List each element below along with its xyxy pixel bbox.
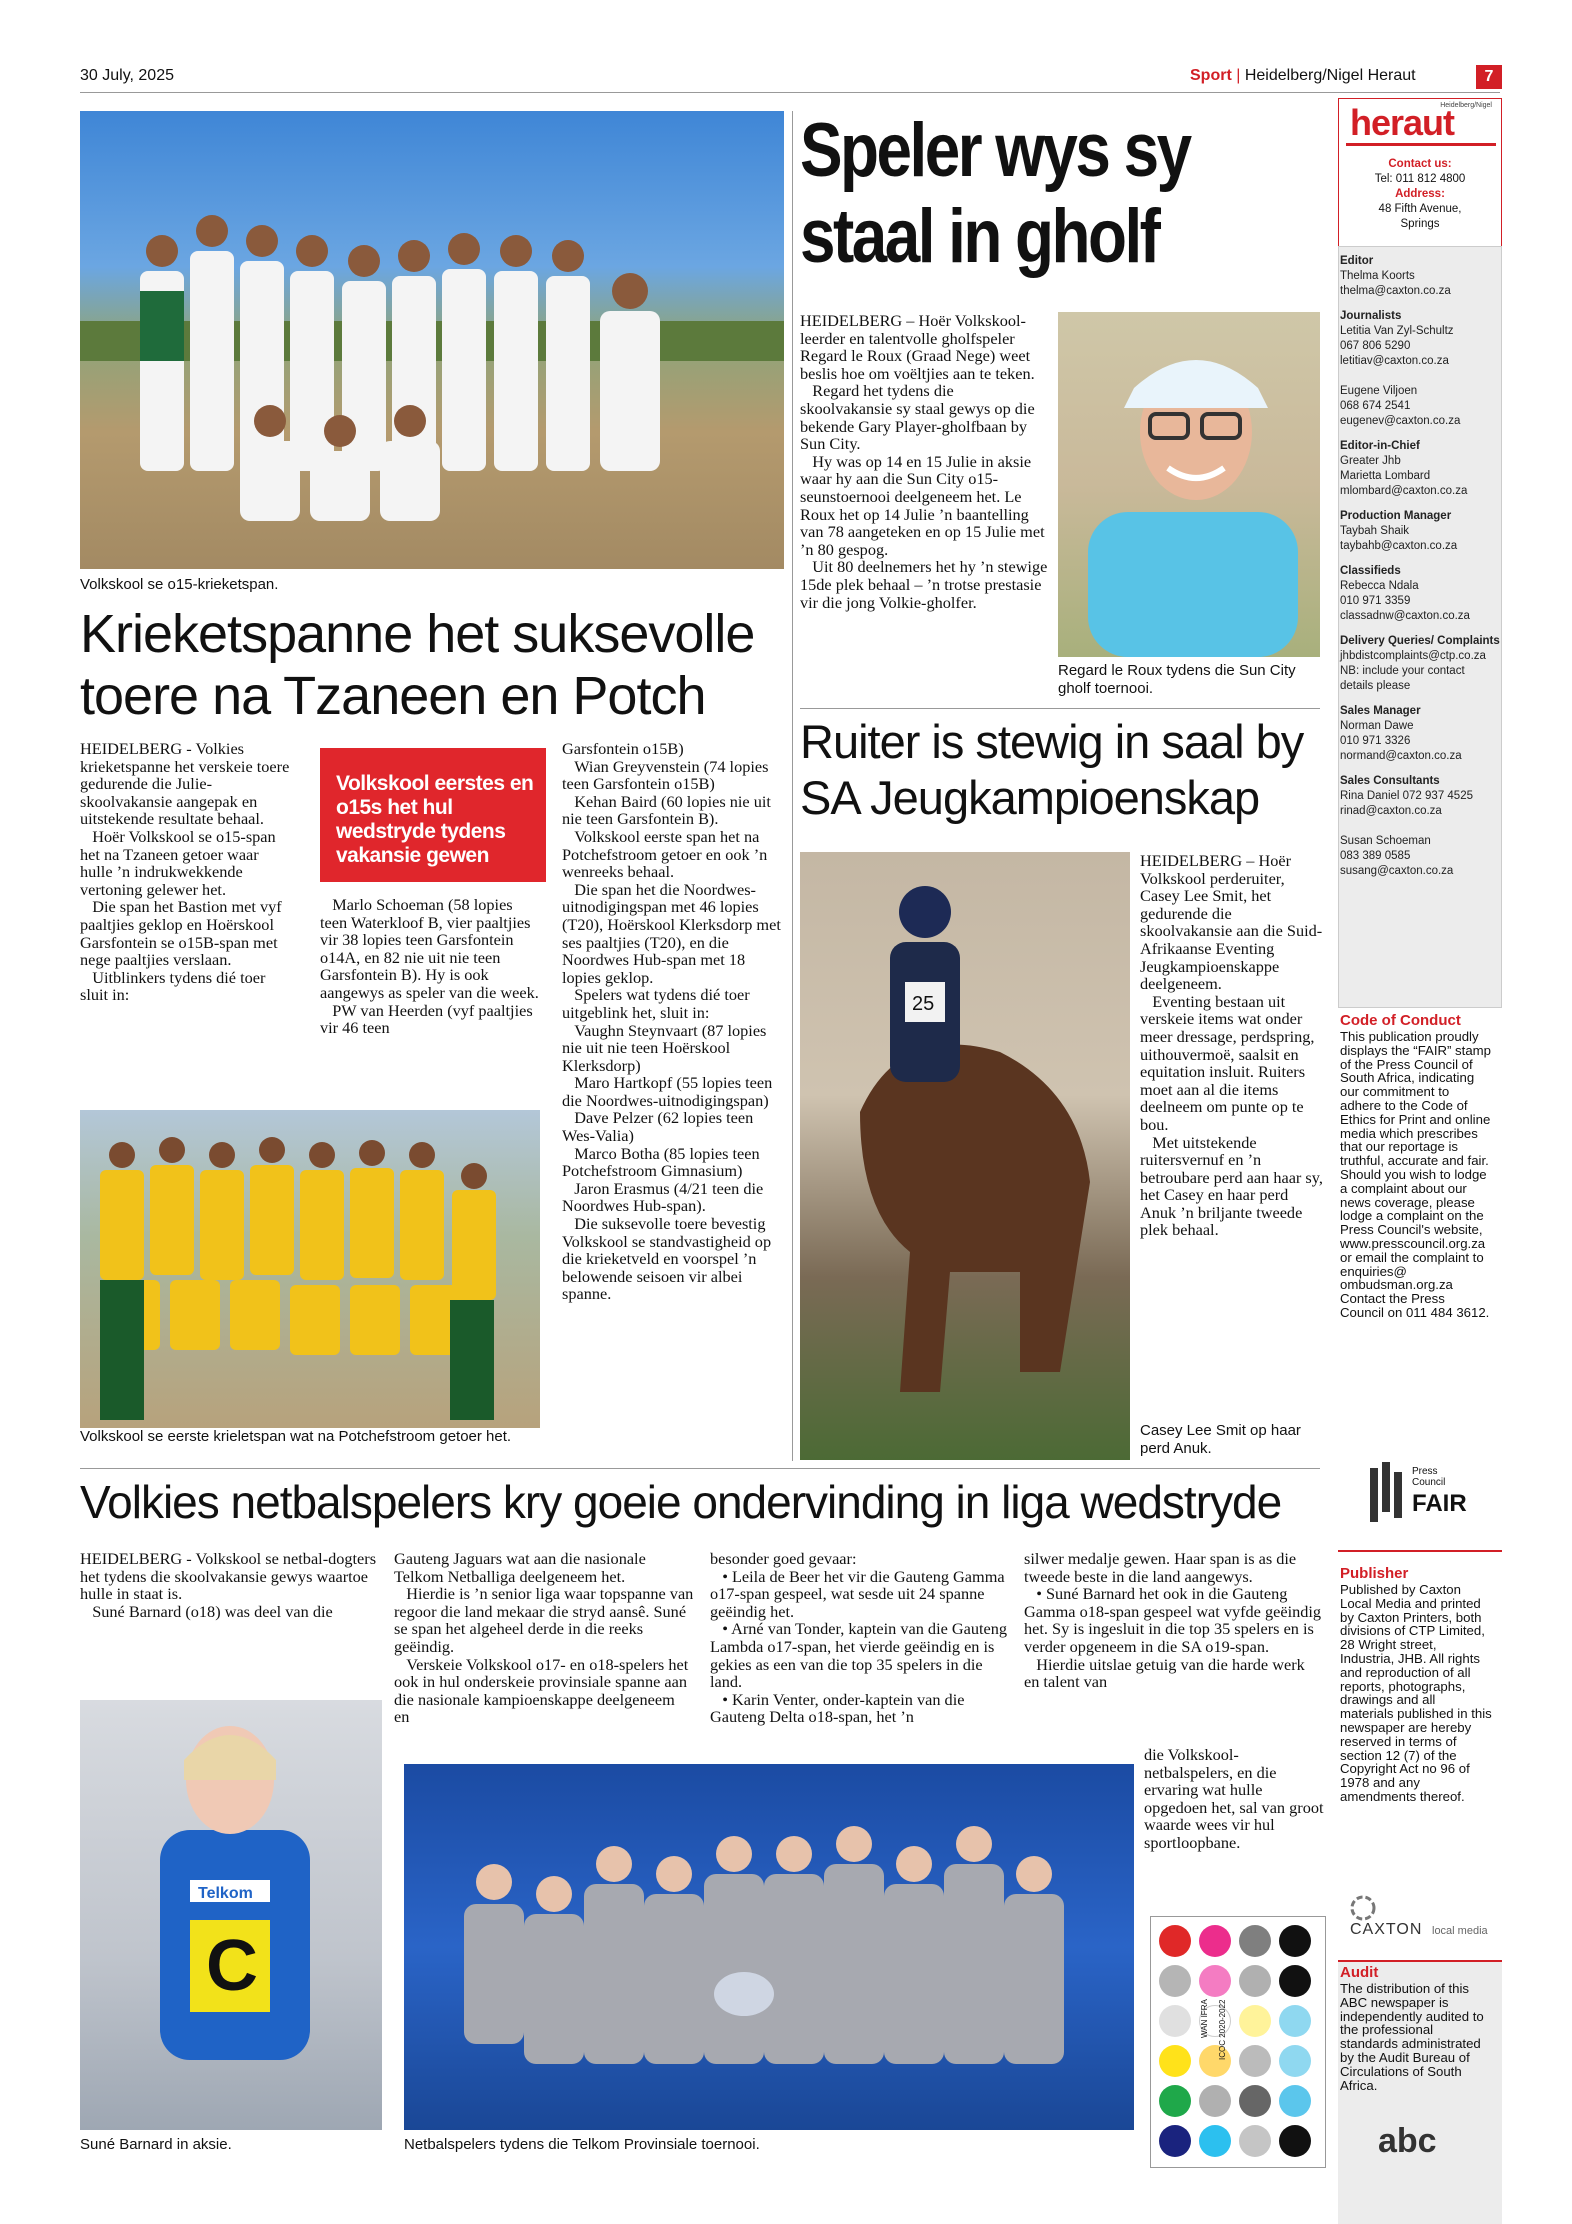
cricket-first-team-photo bbox=[80, 1110, 540, 1428]
staff-block bbox=[1340, 634, 1500, 694]
netball-col1: HEIDELBERG - Volkskool se netbal-dogters het tydens die skoolvakansie gewys waartoe hulle in staat is. Suné Barnard (o18) was deel van die bbox=[80, 1549, 377, 1621]
audit-text: The distribution of this ABC newspaper is independently audited to the professional standards administrated by the Audit Bureau of Circulations of South Africa. bbox=[1340, 1981, 1484, 2093]
cricket-col1: HEIDELBERG - Volkies krieketspanne het verskeie toere gedurende die Julie-skoolvakansie aangepak en uitstekende resultate behaal. Hoër Volkskool se o15-span het na Tzaneen getoer waar hulle ’n indrukwekkende vertoning gelewer het. Die span het Bastion met vyf paaltjies geklop en Hoërskool Garsfontein se o15B-span met nege paaltjies verslaan. Uitblinkers tydens dié toer sluit in: bbox=[80, 739, 290, 1005]
player-sponsor-text: Telkom bbox=[198, 1885, 253, 1902]
color-swatch bbox=[1159, 2085, 1191, 2117]
color-swatch bbox=[1159, 1925, 1191, 1957]
sidebar-divider-red bbox=[1338, 1550, 1502, 1552]
staff-line: Taybah Shaik bbox=[1340, 525, 1410, 537]
address-line-2: Springs bbox=[1400, 218, 1440, 230]
contact-label: Contact us: bbox=[1388, 158, 1452, 170]
netball-player-photo bbox=[80, 1700, 382, 2130]
color-swatch bbox=[1279, 2045, 1311, 2077]
color-swatch bbox=[1279, 1925, 1311, 1957]
netball-headline: Volkies netbalspelers kry goeie ondervinding in liga wedstryde bbox=[80, 1476, 1282, 1528]
audit-block bbox=[1340, 1964, 1502, 2092]
address-line-1: 48 Fifth Avenue, bbox=[1378, 203, 1462, 215]
golf-divider bbox=[800, 708, 1320, 709]
staff-role: Journalists bbox=[1340, 310, 1402, 322]
netball-col4a: silwer medalje gewen. Haar span is as die tweede beste in die land aangewys. • Suné Barnard het ook in die Gauteng Gamma o18-span gespeel wat vyfde geëindig het. Sy is ingesluit in die top 35 spelers en is verder opgeneem in die SA o19-span. Hierdie uitslae getuig van die harde werk en talent van bbox=[1024, 1549, 1322, 1692]
staff-line: 083 389 0585 bbox=[1340, 850, 1411, 862]
staff-line: Marietta Lombard bbox=[1340, 470, 1431, 482]
caxton-sub-label: local media bbox=[1432, 1925, 1488, 1937]
staff-line: jhbdistcomplaints@ctp.co.za bbox=[1340, 650, 1486, 662]
code-of-conduct bbox=[1340, 1012, 1502, 1320]
player-bib-letter: C bbox=[206, 1926, 258, 2006]
staff-line: 068 674 2541 bbox=[1340, 400, 1411, 412]
golfer-illustration bbox=[1058, 312, 1320, 657]
cricket-headline: Krieketspanne het suksevolle toere na Tzaneen en Potch bbox=[80, 604, 755, 726]
cricket-col2: Marlo Schoeman (58 lopies teen Waterkloof B, vier paaltjies vir 38 lopies teen Garsfontein o14A, en 82 nie uit nie teen Garsfontein B). Hy is ook aangewys as speler van die week. PW van Heerden (vyf paaltjies vir 46 teen bbox=[320, 895, 539, 1038]
color-swatch bbox=[1159, 2045, 1191, 2077]
section-separator: | bbox=[1236, 67, 1241, 84]
press-council-fair-logo bbox=[1368, 1462, 1478, 1528]
publisher-block bbox=[1340, 1565, 1502, 1804]
color-swatch bbox=[1199, 2125, 1231, 2157]
color-swatch bbox=[1239, 2005, 1271, 2037]
abc-logo: abc bbox=[1378, 2122, 1437, 2160]
color-swatch bbox=[1239, 2085, 1271, 2117]
publisher-title: Publisher bbox=[1340, 1565, 1409, 1582]
color-swatch bbox=[1199, 2085, 1231, 2117]
print-color-bar bbox=[1150, 1916, 1326, 2168]
staff-line: Eugene Viljoen bbox=[1340, 385, 1418, 397]
caxton-label: CAXTON bbox=[1350, 1921, 1423, 1938]
staff-line: letitiav@caxton.co.za bbox=[1340, 355, 1449, 367]
staff-line: Rina Daniel 072 937 4525 bbox=[1340, 790, 1473, 802]
staff-line: taybahb@caxton.co.za bbox=[1340, 540, 1458, 552]
caxton-emblem-icon bbox=[1350, 1895, 1376, 1921]
color-swatch bbox=[1159, 2125, 1191, 2157]
color-swatch bbox=[1239, 1965, 1271, 1997]
caxton-logo bbox=[1350, 1895, 1500, 1939]
cricket-o15-team-photo bbox=[80, 111, 784, 569]
netball-top-rule bbox=[80, 1468, 1320, 1469]
publisher-text: Published by Caxton Local Media and printed by Caxton Printers, both divisions of CTP Limited, 28 Wright street, Industria, JHB. All rights and reproduction of all reports, photographs, drawings and all materials published in this newspaper are hereby reserved in terms of section 12 (7) of the Copyright Act no 96 of 1978 and any amendments thereof. bbox=[1340, 1582, 1492, 1804]
color-swatch bbox=[1239, 1925, 1271, 1957]
equestrian-photo bbox=[800, 852, 1130, 1460]
staff-block bbox=[1340, 509, 1500, 554]
masthead-small: Heidelberg/Nigel bbox=[1440, 102, 1492, 109]
staff-role: Production Manager bbox=[1340, 510, 1452, 522]
color-swatch bbox=[1159, 2005, 1191, 2037]
color-swatch bbox=[1199, 1925, 1231, 1957]
svg-text:25: 25 bbox=[912, 993, 935, 1015]
staff-line: Letitia Van Zyl-Schultz bbox=[1340, 325, 1454, 337]
netball-caption1: Suné Barnard in aksie. bbox=[80, 2136, 232, 2153]
staff-line: 010 971 3359 bbox=[1340, 595, 1411, 607]
netball-caption2: Netbalspelers tydens die Telkom Provinsiale toernooi. bbox=[404, 2136, 760, 2153]
staff-block bbox=[1340, 309, 1500, 429]
staff-line bbox=[1340, 819, 1500, 834]
horse-rider-illustration bbox=[800, 852, 1130, 1460]
staff-line: thelma@caxton.co.za bbox=[1340, 285, 1451, 297]
equestrian-caption: Casey Lee Smit op haar perd Anuk. bbox=[1140, 1422, 1301, 1457]
press-council-label: Press Council bbox=[1412, 1466, 1446, 1488]
page-number: 7 bbox=[1476, 65, 1502, 89]
issue-date: 30 July, 2025 bbox=[80, 67, 174, 84]
equestrian-headline: Ruiter is stewig in saal by SA Jeugkampioenskap bbox=[800, 715, 1304, 824]
staff-line: rinad@caxton.co.za bbox=[1340, 805, 1442, 817]
staff-line: Susan Schoeman bbox=[1340, 835, 1431, 847]
netball-col4b: die Volkskool-netbalspelers, en die ervaring wat hulle opgedoen het, sal van groot waarde wees vir hul sportloopbane. bbox=[1144, 1745, 1328, 1852]
equestrian-text: HEIDELBERG – Hoër Volkskool perderuiter, Casey Lee Smit, het gedurende die skoolvakansie aan die Suid-Afrikaanse Eventing Jeugkampioenskappe deelgeneem. Eventing bestaan uit verskeie items wat onder meer dressage, perdspring, uithouvermoë, saalsit en equitation insluit. Ruiters moet aan al die items deelneem om punte op te bou. Met uitstekende ruitersvernuf en ’n betroubare perd aan haar sy, het Casey en haar perd Anuk ’n briljante tweede plek behaal. bbox=[1140, 851, 1323, 1240]
section-header bbox=[1190, 67, 1416, 85]
masthead-heraut: heraut bbox=[1350, 102, 1455, 143]
netball-player-illustration bbox=[80, 1700, 382, 2130]
staff-line: mlombard@caxton.co.za bbox=[1340, 485, 1468, 497]
staff-role: Classifieds bbox=[1340, 565, 1401, 577]
color-swatch bbox=[1239, 2045, 1271, 2077]
staff-line: Norman Dawe bbox=[1340, 720, 1414, 732]
staff-block bbox=[1340, 254, 1500, 299]
color-swatch bbox=[1159, 1965, 1191, 1997]
staff-line: susang@caxton.co.za bbox=[1340, 865, 1454, 877]
code-title: Code of Conduct bbox=[1340, 1012, 1461, 1029]
staff-block bbox=[1340, 564, 1500, 624]
audit-title: Audit bbox=[1340, 1964, 1379, 1981]
staff-line: 010 971 3326 bbox=[1340, 735, 1411, 747]
paper-name: Heidelberg/Nigel Heraut bbox=[1244, 67, 1416, 84]
staff-list bbox=[1340, 254, 1500, 889]
cricket-photo1-caption: Volkskool se o15-krieketspan. bbox=[80, 576, 279, 593]
staff-line: classadnw@caxton.co.za bbox=[1340, 610, 1470, 622]
golf-headline: Speler wys sy staal in gholf bbox=[800, 108, 1190, 279]
header-rule bbox=[80, 92, 1500, 93]
staff-block bbox=[1340, 774, 1500, 879]
cricket-photo2-caption: Volkskool se eerste krieletspan wat na Potchefstroom getoer het. bbox=[80, 1428, 512, 1445]
cricket-pullquote-box bbox=[320, 748, 546, 882]
section-label: Sport bbox=[1190, 67, 1232, 84]
color-swatch bbox=[1279, 2125, 1311, 2157]
staff-line: Thelma Koorts bbox=[1340, 270, 1415, 282]
contact-tel: Tel: 011 812 4800 bbox=[1374, 173, 1466, 185]
staff-role: Delivery Queries/ Complaints bbox=[1340, 635, 1500, 647]
golf-caption: Regard le Roux tydens die Sun City gholf toernooi. bbox=[1058, 662, 1296, 697]
colorbar-label: ICOC 2020-2022 bbox=[1218, 1999, 1227, 2060]
staff-role: Editor-in-Chief bbox=[1340, 440, 1420, 452]
colorbar-brand: WAN IFRA bbox=[1200, 1999, 1209, 2038]
netball-col2: Gauteng Jaguars wat aan die nasionale Telkom Netballiga deelgeneem het. Hierdie is ’n senior liga waar topspanne van regoor die land mekaar die stryd aansê. Suné se span het algeheel derde in die reeks geëindig. Verskeie Volkskool o17- en o18-spelers het ook in hul onderskeie provinsiale spanne aan die nasionale kampioenskappe deelgeneem en bbox=[394, 1549, 694, 1727]
netball-team-photo bbox=[404, 1764, 1134, 2130]
staff-block bbox=[1340, 439, 1500, 499]
column-divider-main bbox=[792, 111, 793, 1461]
staff-line: Rebecca Ndala bbox=[1340, 580, 1419, 592]
staff-line: NB: include your contact bbox=[1340, 665, 1465, 677]
cricket-team-illustration bbox=[80, 111, 784, 569]
masthead-logo bbox=[1346, 102, 1496, 146]
staff-line: Greater Jhb bbox=[1340, 455, 1401, 467]
golf-player-photo bbox=[1058, 312, 1320, 657]
staff-line bbox=[1340, 369, 1500, 384]
contact-block bbox=[1340, 157, 1500, 232]
cricket-first-team-illustration bbox=[80, 1110, 540, 1428]
color-swatch bbox=[1239, 2125, 1271, 2157]
staff-line: details please bbox=[1340, 680, 1411, 692]
color-swatch bbox=[1279, 2005, 1311, 2037]
staff-role: Sales Manager bbox=[1340, 705, 1421, 717]
netball-col3: besonder goed gevaar: • Leila de Beer het vir die Gauteng Gamma o17-span gespeel, wat sesde uit 24 spanne geëindig het. • Arné van Tonder, kaptein van die Gauteng Lambda o17-span, het vierde geëindig en is gekies as een van die top 35 spelers in die land. • Karin Venter, onder-kaptein van die Gauteng Delta o18-span, het ’n bbox=[710, 1549, 1008, 1727]
staff-block bbox=[1340, 704, 1500, 764]
staff-line: 067 806 5290 bbox=[1340, 340, 1411, 352]
color-swatch bbox=[1279, 1965, 1311, 1997]
staff-line: normand@caxton.co.za bbox=[1340, 750, 1462, 762]
netball-team-illustration bbox=[404, 1764, 1134, 2130]
press-council-emblem-icon bbox=[1368, 1462, 1408, 1524]
staff-role: Sales Consultants bbox=[1340, 775, 1440, 787]
fair-label: FAIR bbox=[1412, 1490, 1467, 1517]
code-text: This publication proudly displays the “FAIR” stamp of the Press Council of South Africa, indicating our commitment to adhere to the Code of Ethics for Print and online media which prescribes that our reportage is truthful, accurate and fair. Should you wish to lodge a complaint about our news coverage, please lodge a complaint on the Press Council's website, www.presscouncil.org.za or email the complaint to enquiries@ ombudsman.org.za Contact the Press Council on 011 484 3612. bbox=[1340, 1029, 1491, 1320]
golf-text: HEIDELBERG – Hoër Volkskool-leerder en talentvolle gholfspeler Regard le Roux (Graad Nege) weet beslis hoe om voëltjies aan te teken. Regard het tydens die skoolvakansie sy staal gewys op die bekende Gary Player-gholfbaan by Sun City. Hy was op 14 en 15 Julie in aksie waar hy aan die Sun City o15-seunstoernooi deelgeneem het. Le Roux het op 14 Julie ’n baantelling van 78 aangeteken en op 15 Julie met ’n 80 gespog. Uit 80 deelnemers het hy ’n stewige 15de plek behaal – ’n trotse prestasie vir die jong Volkie-gholfer. bbox=[800, 311, 1048, 612]
cricket-col3: Garsfontein o15B) Wian Greyvenstein (74 lopies teen Garsfontein o15B) Kehan Baird (60 lopies nie uit nie teen Garsfontein B). Volkskool eerste span het na Potchefstroom getoer en ook ’n wenreeks behaal. Die span het die Noordwes-uitnodigingspan met 46 lopies (T20), Hoërskool Klerksdorp met ses paaltjies (T20), en die Noordwes Hub-span met 18 lopies geklop. Spelers wat tydens dié toer uitgeblink het, sluit in: Vaughn Steynvaart (87 lopies nie uit nie teen Hoërskool Klerksdorp) Maro Hartkopf (55 lopies teen die Noordwes-uitnodigingspan) Dave Pelzer (62 lopies teen Wes-Valia) Marco Botha (85 lopies teen Potchefstroom Gimnasium) Jaron Erasmus (4/21 teen die Noordwes Hub-span). Die suksevolle toere bevestig Volkskool se standvastigheid op die krieketveld en voorspel ’n belowende seisoen vir albei spanne. bbox=[562, 739, 781, 1304]
color-swatch bbox=[1279, 2085, 1311, 2117]
staff-line: eugenev@caxton.co.za bbox=[1340, 415, 1461, 427]
cricket-pullquote: Volkskool eerstes en o15s het hul wedstryde tydens vakansie gewen bbox=[336, 772, 534, 867]
address-label: Address: bbox=[1395, 188, 1445, 200]
staff-role: Editor bbox=[1340, 255, 1374, 267]
